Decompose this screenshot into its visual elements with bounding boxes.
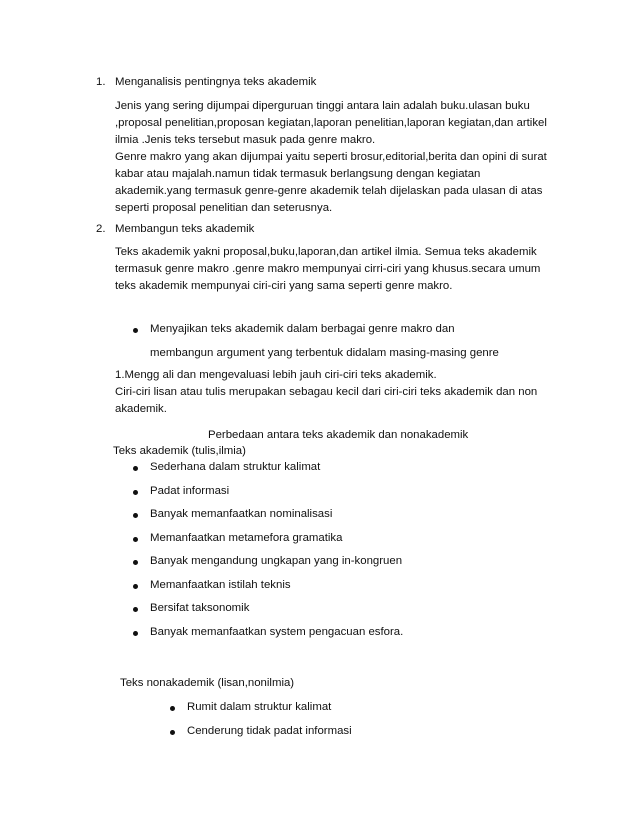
bullet-icon (133, 607, 138, 612)
academic-item: Banyak mengandung ungkapan yang in-kongruen (150, 555, 403, 567)
academic-label: Teks akademik (tulis,ilmia) (113, 445, 246, 457)
section-2-line: termasuk genre makro .genre makro mempunyai cirri-ciri yang khusus.secara umum (115, 263, 541, 275)
section-1-line: seperti proposal penelitian dan seterusnya. (115, 202, 333, 214)
section-2-line: teks akademik mempunyai ciri-ciri yang sama seperti genre makro. (115, 280, 453, 292)
section-1-line: Genre makro yang akan dijumpai yaitu seperti brosur,editorial,berita dan opini di surat (115, 151, 547, 163)
section-2-line: Teks akademik yakni proposal,buku,laporan,dan artikel ilmia. Semua teks akademik (115, 246, 537, 258)
paragraph-line: 1.Mengg ali dan mengevaluasi lebih jauh ciri-ciri teks akademik. (115, 369, 437, 381)
bullet-icon (133, 328, 138, 333)
section-1-heading: Menganalisis pentingnya teks akademik (115, 76, 317, 88)
bullet-icon (133, 560, 138, 565)
academic-item: Bersifat taksonomik (150, 602, 250, 614)
nonacademic-item: Rumit dalam struktur kalimat (187, 701, 332, 713)
bullet-icon (133, 513, 138, 518)
nonacademic-label: Teks nonakademik (lisan,nonilmia) (120, 677, 295, 689)
bullet-icon (133, 466, 138, 471)
bullet-icon (133, 537, 138, 542)
section-2-heading: Membangun teks akademik (115, 223, 255, 235)
academic-item: Banyak memanfaatkan nominalisasi (150, 508, 333, 520)
academic-item: Memanfaatkan metamefora gramatika (150, 532, 343, 544)
bullet-icon (133, 584, 138, 589)
bullet-icon (133, 631, 138, 636)
section-1-line: Jenis yang sering dijumpai diperguruan tinggi antara lain adalah buku.ulasan buku (115, 100, 530, 112)
bullet-icon (170, 730, 175, 735)
section-1-line: ,proposal penelitian,proposan kegiatan,laporan penelitian,laporan kegiatan,dan artikel (115, 117, 547, 129)
paragraph-line: Ciri-ciri lisan atau tulis merupakan sebagau kecil dari ciri-ciri teks akademik dan non (115, 386, 538, 398)
main-bullet-line: Menyajikan teks akademik dalam berbagai genre makro dan (150, 323, 455, 335)
academic-item: Banyak memanfaatkan system pengacuan esfora. (150, 626, 404, 638)
comparison-title: Perbedaan antara teks akademik dan nonakademik (208, 429, 469, 441)
bullet-icon (170, 706, 175, 711)
section-1-number: 1. (96, 76, 106, 88)
academic-item: Memanfaatkan istilah teknis (150, 579, 291, 591)
bullet-icon (133, 490, 138, 495)
academic-item: Sederhana dalam struktur kalimat (150, 461, 321, 473)
main-bullet-line: membangun argument yang terbentuk didalam masing-masing genre (150, 347, 499, 359)
section-1-line: akademik.yang termasuk genre-genre akademik telah dijelaskan pada ulasan di atas (115, 185, 543, 197)
paragraph-line: akademik. (115, 403, 167, 415)
nonacademic-item: Cenderung tidak padat informasi (187, 725, 352, 737)
academic-item: Padat informasi (150, 485, 230, 497)
section-1-line: ilmia .Jenis teks tersebut masuk pada genre makro. (115, 134, 376, 146)
section-2-number: 2. (96, 223, 106, 235)
section-1-line: kabar atau majalah.namun tidak termasuk berlangsung dengan kegiatan (115, 168, 481, 180)
